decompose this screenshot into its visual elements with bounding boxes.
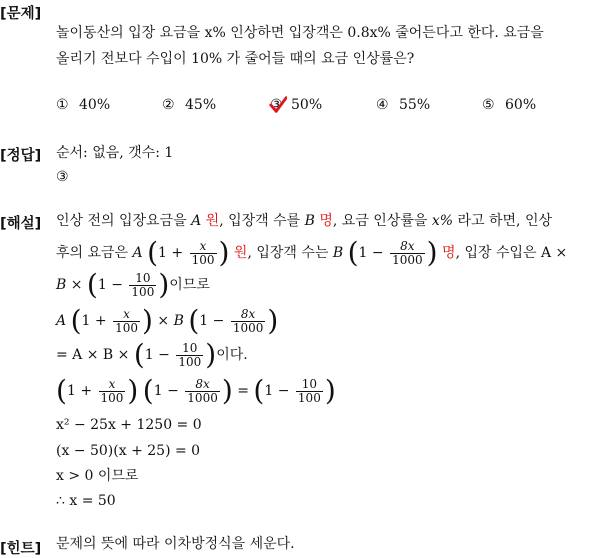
hint-tag: [힌트] xyxy=(0,541,42,557)
choice-5-text: 60% xyxy=(505,97,537,113)
solution-line-8: (x − 50)(x + 25) = 0 xyxy=(56,443,201,459)
problem-tag: [문제] xyxy=(0,6,42,22)
choice-1-number: ① xyxy=(56,97,69,113)
solution-line-7: x² − 25x + 1250 = 0 xyxy=(56,417,202,433)
choice-4-number: ④ xyxy=(376,97,389,113)
solution-line-9: x > 0 이므로 xyxy=(56,468,139,484)
solution-line-6: (1 + $\frac{x}{100}$ ) (1 − $\frac{8x}{1000}$ ) = (1 − $\frac{10}{100}$ ) xyxy=(56,374,336,407)
choice-2[interactable] xyxy=(162,97,216,113)
choice-3[interactable] xyxy=(270,97,322,113)
solution-line-4: A (1 + $\frac{x}{100}$ ) × B (1 − $\frac{8x}{1000}$ ) xyxy=(56,304,279,337)
choice-4-text: 55% xyxy=(399,97,431,113)
unit-won: 원 xyxy=(205,213,220,229)
unit-myeong-2: 명 xyxy=(442,245,456,261)
unit-myeong: 명 xyxy=(319,213,333,229)
choice-3-number: ③ xyxy=(270,97,283,113)
problem-line-1: 놀이동산의 입장 요금을 x% 인상하면 입장객은 0.8x% 줄어든다고 한다. 요금을 xyxy=(56,25,544,41)
choice-5-number: ⑤ xyxy=(482,97,495,113)
checkmark-icon xyxy=(269,96,287,114)
solution-line-2: 후의 요금은 A (1 + $\frac{x}{100}$ ) 원, 입장객 수는 B (1 − $\frac{8x}{1000}$ ) 명, 입장 수입은 A × xyxy=(56,236,568,269)
choice-1[interactable] xyxy=(56,97,110,113)
hint-text: 문제의 뜻에 따라 이차방정식을 세운다. xyxy=(56,536,295,552)
solution-line-1: 인상 전의 입장요금을 A 원, 입장객 수를 B 명, 요금 인상률을 x% 라고 하면, 인상 xyxy=(56,213,552,229)
choice-4[interactable] xyxy=(376,97,430,113)
answer-line-1: 순서: 없음, 갯수: 1 xyxy=(56,145,174,161)
choice-5[interactable] xyxy=(482,97,536,113)
solution-line-5: = A × B × (1 − $\frac{10}{100}$ )이다. xyxy=(56,338,248,371)
solution-line-10: ∴ x = 50 xyxy=(56,493,116,509)
choice-2-text: 45% xyxy=(185,97,217,113)
answer-tag: [정답] xyxy=(0,148,42,164)
solution-tag: [해설] xyxy=(0,216,42,232)
choice-1-text: 40% xyxy=(79,97,111,113)
unit-won-2: 원 xyxy=(233,245,248,261)
choice-2-number: ② xyxy=(162,97,175,113)
answer-line-2: ③ xyxy=(56,169,69,185)
solution-line-3: B × (1 − $\frac{10}{100}$ )이므로 xyxy=(56,268,210,301)
problem-line-2: 올리기 전보다 수입이 10% 가 줄어들 때의 요금 인상률은? xyxy=(56,51,415,67)
choice-3-text: 50% xyxy=(291,97,323,113)
answer-choices xyxy=(56,97,576,119)
